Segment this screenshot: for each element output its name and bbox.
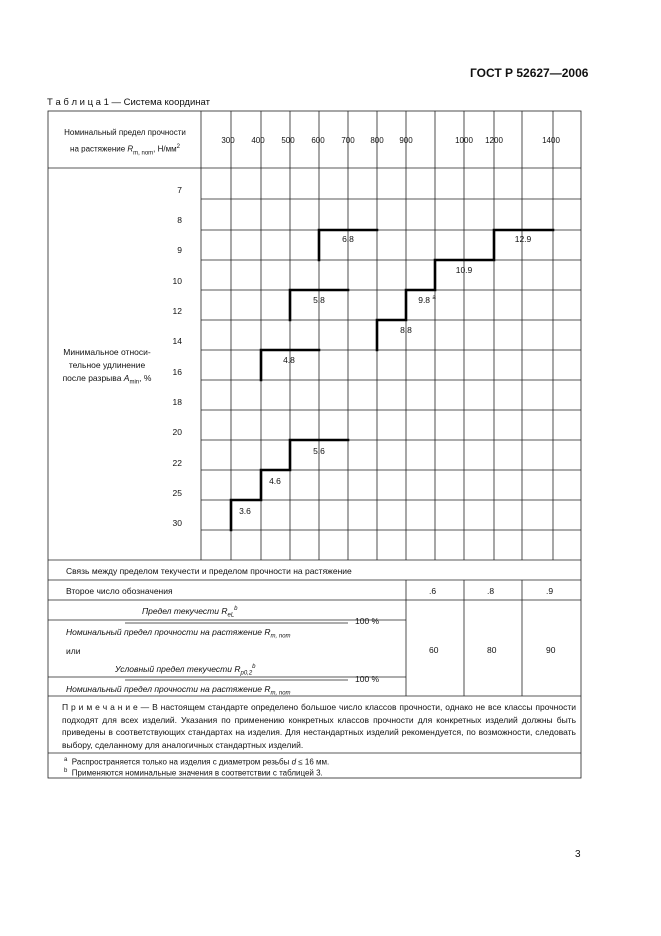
times-100-first: 100 % — [355, 616, 380, 626]
footnote-b: $^b$ Применяются номинальные значения в соответствии с таблицей 3. — [64, 768, 323, 778]
page-number: 3 — [575, 849, 581, 860]
property-class-10-9: 10.9 — [455, 265, 473, 275]
ratio-value-90: 90 — [546, 645, 556, 655]
strength-tick: 400 — [251, 136, 265, 145]
property-class-9-8: 9.8 $^a$ — [418, 295, 436, 305]
elongation-tick: 10 — [172, 276, 182, 286]
elongation-axis-label: Минимальное относи- тельное удлинение после разрыва $A_{min}$, % — [62, 347, 152, 386]
yield-strength-label: Предел текучести $R_{eL}^b$ — [142, 606, 238, 619]
second-number-8: .8 — [487, 586, 495, 596]
property-class-6-8: 6.8 — [342, 234, 354, 244]
strength-tick: 600 — [311, 136, 325, 145]
second-number-label: Второе число обозначения — [66, 586, 173, 596]
property-class-12-9: 12.9 — [514, 234, 532, 244]
strength-tick: 800 — [370, 136, 384, 145]
strength-tick: 1200 — [485, 136, 503, 145]
strength-tick: 500 — [281, 136, 295, 145]
second-number-6: .6 — [429, 586, 437, 596]
elongation-tick: 7 — [177, 185, 182, 195]
second-number-9: .9 — [546, 586, 554, 596]
property-class-5-6: 5.6 — [313, 446, 325, 456]
ratio-value-60: 60 — [429, 645, 439, 655]
property-class-5-8: 5.8 — [313, 295, 325, 305]
elongation-tick: 18 — [172, 397, 182, 407]
nominal-strength-label-second: Номинальный предел прочности на растяжение $R_{m, nom}$ — [66, 684, 291, 697]
elongation-tick: 9 — [177, 245, 182, 255]
strength-tick: 900 — [399, 136, 413, 145]
property-class-3-6: 3.6 — [239, 506, 251, 516]
or-label: или — [66, 646, 81, 656]
elongation-tick: 12 — [172, 306, 182, 316]
nominal-strength-label-first: Номинальный предел прочности на растяжение $R_{m, nom}$ — [66, 627, 291, 640]
elongation-tick: 20 — [172, 427, 182, 437]
table-caption: Т а б л и ц а 1 — Система координат — [47, 97, 210, 108]
elongation-tick: 25 — [172, 488, 182, 498]
times-100-second: 100 % — [355, 674, 380, 684]
strength-axis-label: Номинальный предел прочности на растяжение $R_{m, nom}$, $Н/мм^2$ — [64, 128, 186, 157]
strength-tick: 1400 — [542, 136, 560, 145]
property-class-4-8: 4.8 — [283, 355, 295, 365]
ratio-value-80: 80 — [487, 645, 497, 655]
elongation-tick: 30 — [172, 518, 182, 528]
footnote-a: $^a$ Распространяется только на изделия с диаметром резьбы d ≤ 16 мм. — [64, 757, 330, 767]
table-border — [48, 111, 581, 778]
strength-tick: 700 — [341, 136, 355, 145]
grid-vertical-lines — [231, 111, 553, 560]
elongation-tick: 14 — [172, 336, 182, 346]
strength-tick: 1000 — [455, 136, 473, 145]
elongation-tick: 22 — [172, 458, 182, 468]
elongation-tick: 8 — [177, 215, 182, 225]
relation-title: Связь между пределом текучести и пределом прочности на растяжение — [66, 566, 352, 576]
property-class-8-8: 8.8 — [400, 325, 412, 335]
standard-number: ГОСТ Р 52627—2006 — [470, 66, 589, 80]
property-class-4-6: 4.6 — [269, 476, 281, 486]
elongation-tick: 16 — [172, 367, 182, 377]
strength-tick: 300 — [221, 136, 235, 145]
proof-strength-label: Условный предел текучести $R_{p0,2}^b$ — [115, 664, 256, 677]
table-note: П р и м е ч а н и е — В настоящем стандарте определено большое число классов прочности, однако не все классы прочности подходят для всех изделий. Указания по применению конкретных классов прочности для конкретных изделий должны быть приведены в соответствующих стандартах на изделия. Для нестандартных изделий рекомендуется, по возможности, следовать выбору, сделанному для аналогичных стандартных изделий. — [62, 702, 576, 750]
